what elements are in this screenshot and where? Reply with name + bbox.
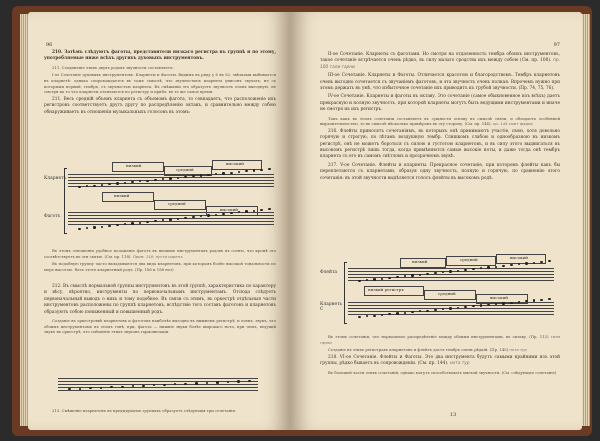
- note-head: [216, 381, 219, 383]
- right-page-number: 97: [553, 42, 560, 48]
- paragraph-III: III-ое Сочетаніе. Кларнеты и Фаготы. Отличается красотою и благородствомъ. Тембръ кларнетовъ очень выгодно сочетается съ звучаніемъ фаготовъ, и эта звучность очень полная. Впрочемъ нужно при этомъ держать въ умѣ, что избыточное сочетаніе ихъ приводитъ къ грубой звучности. (Пр. 74, 75, 76).: [320, 73, 560, 92]
- note-head: [116, 224, 119, 226]
- note-head: [86, 227, 89, 229]
- diagram-2-top-instrument: Флейта: [320, 270, 338, 275]
- note-head: [93, 226, 96, 228]
- note-head: [472, 268, 475, 270]
- diagram-2-label-low: низкий: [412, 259, 428, 264]
- diagram-1-label-high: высокий: [226, 161, 244, 166]
- note-head: [192, 216, 195, 218]
- note-head: [260, 209, 263, 211]
- diagram-2-label-high-lower: высокий: [490, 295, 508, 300]
- note-head: [131, 181, 134, 183]
- paragraph-211b: 211. Весь средній объемъ кларнета съ объемомъ фагота, то совпадаетъ, что расположеніе ихъ регистровъ соответствуетъ другъ другу по распредѣленію октавъ, и сравнительно между собою обнаруживаетъ въ отношеніи музыкальныхъ голосовъ въ этомъ:: [44, 96, 276, 115]
- paragraph-218c: Въ большей части этихъ сочетаній, однако могутъ способствовать мягкой звучности. (См. слѣдующее сочетаніе): [328, 369, 557, 375]
- note-head: [142, 385, 145, 387]
- handwritten-note-3: пр. 100 тали гарни: [320, 58, 560, 70]
- note-head: [237, 380, 240, 382]
- note-head: [434, 272, 437, 274]
- note-head: [396, 276, 399, 278]
- note-head: [131, 222, 134, 224]
- note-head: [487, 304, 490, 306]
- note-head: [154, 220, 157, 222]
- note-head: [207, 174, 210, 176]
- note-head: [388, 313, 391, 315]
- paragraph-218: 218. VI-ое Сочетаніе. Флейты и Фаготы. Это два инструмента будутъ самыми крайними изъ этой группы, рѣдко бываетъ въ сопровожденіи. (См. пр. 144). нота тур: [320, 354, 560, 367]
- handwritten-note-6: нота тур: [509, 347, 527, 353]
- note-head: [195, 382, 198, 384]
- diagram-2-label-mid: средний: [460, 257, 478, 262]
- note-head: [434, 309, 437, 311]
- note-head: [411, 274, 414, 276]
- note-head: [146, 180, 149, 182]
- note-head: [79, 388, 82, 390]
- note-head: [358, 316, 361, 318]
- diagram-1-bracket: [64, 168, 67, 234]
- note-head: [248, 380, 251, 382]
- note-head: [373, 315, 376, 317]
- note-head: [268, 208, 271, 210]
- paragraph-after-diagram-1: Въ этомъ отношеніи удобное положеніе фаготъ въ низкихъ инструментахъ родовъ въ сотню, что кромѣ это соотвѣтствуетъ въ эти сытые. (См. пр. 118). Прим. 118: пусти сиренъ: [44, 248, 276, 259]
- diagram-1-label-low-lower: низкий: [114, 193, 130, 198]
- note-head: [411, 311, 414, 313]
- note-head: [366, 279, 369, 281]
- note-head: [101, 226, 104, 228]
- note-head: [510, 264, 513, 266]
- handwritten-note-1: Прим. 118: пусти сиренъ: [132, 253, 183, 259]
- paragraph-212b: Созданіе въ оркестровкѣ кларнетовъ и фаготовъ наиболѣе выгодно въ нижнемъ регистрѣ, и очень, звукъ, что обоимъ инструментамъ въ этомъ тонѣ, при, фагота — нижніе звуки болѣе широкаго нота, при чемъ, ведущій звукъ въ оркестрѣ, что смѣшеніе этихъ звуковъ гармонизаціи.: [44, 318, 276, 335]
- note-head: [396, 312, 399, 314]
- note-head: [404, 312, 407, 314]
- right-page-edges: [582, 14, 590, 426]
- note-head: [78, 228, 81, 230]
- paragraph-213: 213. Смѣшеніе кларнетовъ въ предыдущемъ группахъ образуетъ слѣдующія три сочетанія:: [52, 408, 236, 413]
- left-page-text-bottom: [44, 284, 276, 337]
- paragraph-212: 212. Въ смыслѣ нормальной группы инструментовъ въ этой группѣ, характеристика по характеру и вѣсу, вѣроятно, инструменты по первоначальнымъ инструментамъ. Отсюда слѣдуетъ первоначальный выводъ о нихъ и тому подобное. Въ связи съ этимъ, въ оркестрѣ отдѣльныя части инструментовъ расположены по группѣ кларнетовъ, вслѣдствіе того составъ фаготовъ и кларнетовъ образуютъ собою пониженный и повышенный родъ.: [44, 284, 276, 315]
- register-diagram-clarinet-bassoon: [42, 162, 278, 242]
- note-head: [510, 302, 513, 304]
- handwritten-note-4: пр. 144 сюит фадер: [492, 121, 533, 127]
- note-head: [525, 262, 528, 264]
- register-diagram-flute-clarinet: [320, 256, 560, 326]
- note-head: [93, 185, 96, 187]
- right-page-text-top: [320, 52, 560, 184]
- paragraph-211-head: 211. Соединеніе этихъ двухъ родовъ звучности составляетъ:: [52, 64, 174, 70]
- paragraph-216: 216. Флейты приносятъ сочетаніямъ, въ которыхъ онѣ принимаютъ участіе, свою, хотя довольно горячую и строгую, по лѣтамъ воздушную тембр. Слишкомъ слабою и однообразною въ низкомъ регистрѣ, онѣ не можетъ бороться съ силою и густотою кларнетовъ, и въ силу этого выдвигаться въ высокомъ регистрѣ лишь тогда, когда примѣняются самые высокіе ноты, и даже тогда онѣ тембръ кларнета съ его въ самомъ свѣтломъ и прозрачномъ звукѣ.: [320, 128, 560, 160]
- diagram-2-label-low-lower: низкий регистръ: [368, 287, 404, 292]
- note-head: [184, 383, 187, 385]
- note-head: [230, 172, 233, 174]
- note-head: [230, 212, 233, 214]
- diagram-1-bottom-instrument: Фаготъ: [44, 214, 61, 219]
- note-head: [502, 265, 505, 267]
- note-head: [78, 186, 81, 188]
- left-page-text-middle: [44, 248, 276, 274]
- diagram-2-label-high: высокий: [510, 255, 528, 260]
- note-head: [121, 386, 124, 388]
- note-head: [388, 277, 391, 279]
- note-head: [222, 213, 225, 215]
- note-head: [548, 298, 551, 300]
- note-head: [464, 269, 467, 271]
- note-head: [163, 384, 166, 386]
- note-head: [373, 278, 376, 280]
- note-head: [124, 223, 127, 225]
- paragraph-217: 217. V-ое Сочетаніе. Флейты и кларнеты. Прекрасное сочетаніе, при которомъ флейты какъ бы переплетаются съ кларнетами, образуя одну звучность, полную и горячую, по сравненію этого сочетанія: въ этой звучности выдѣляется голосъ флейты въ высокомъ родѣ.: [320, 162, 560, 181]
- note-head: [146, 221, 149, 223]
- note-head: [222, 172, 225, 174]
- left-page-text-top: [44, 50, 276, 118]
- diagram-2-bottom-instrument: Кларнеть С: [320, 302, 342, 312]
- paragraph-IV-b: Такъ какъ въ этомъ сочетаніи составляетъ въ сущности основу въ смыслѣ связи, и обладаетъ особенной выразительностью, то въ смыслѣ нѣсколько примѣровъ въ эту сторону. (См. пр. 144). пр. 144 сюит фадер: [320, 115, 560, 127]
- paragraph-after-diagram-2: Въ этомъ сочетаніи, что нормальное распредѣленіе между обоими инструментами, въ октаву. (Пр. 112) тали гарни: [320, 334, 560, 345]
- note-head: [68, 388, 71, 390]
- note-head: [442, 308, 445, 310]
- paragraph-211-list: I-ое Сочетаніе духовыхъ инструментовъ. Кларнеты и Фаготы. Видимъ въ ряду у 6 въ 82, звѣзками выбивается въ кларнетѣ: однако сопровождается въ тоже смыслѣ, что звучностьюъ кларнета унисонъ звучать; не съ которыми первый, тембръ, съ звучностью кларнета. Въ смѣшаніи это образуетъ звучность очень выгодную, не смотря на то что кларнеты отличаются по регистру и прибл. въ то же самое время.: [44, 72, 276, 95]
- left-page: [28, 12, 290, 430]
- note-head: [110, 386, 113, 388]
- note-head: [487, 266, 490, 268]
- note-head: [518, 263, 521, 265]
- right-page: [290, 12, 582, 430]
- note-head: [358, 280, 361, 282]
- note-head: [200, 174, 203, 176]
- note-head: [426, 310, 429, 312]
- diagram-1-label-mid: средний: [176, 167, 194, 172]
- diagram-1-label-high-lower: высокий: [220, 207, 238, 212]
- paragraph-hidden: Въ подобную группу часто вкладываются два вида кларнетовъ, при которомъ болѣе высокой тональности по мере высотою. Весь этотъ кларнетный родъ. (Пр. 186 и 188 нот): [44, 261, 276, 272]
- diagram-2-label-mid-lower: средний: [438, 291, 456, 296]
- note-head: [548, 260, 551, 262]
- note-head: [184, 217, 187, 219]
- note-head: [480, 267, 483, 269]
- paragraph-218a: Созданіе въ этихъ регистрахъ кларнетовъ и флейтъ дастъ тембръ очень рѣдкій. (Пр. 145) нота тур: [328, 347, 527, 353]
- diagram-1-top-instrument: Кларнетъ: [44, 176, 67, 181]
- note-head: [260, 169, 263, 171]
- note-head: [86, 185, 89, 187]
- note-head: [89, 387, 92, 389]
- note-head: [268, 168, 271, 170]
- note-head: [502, 302, 505, 304]
- note-head: [366, 315, 369, 317]
- note-head: [184, 176, 187, 178]
- note-head: [449, 307, 452, 309]
- handwritten-note-5: тали гарни: [320, 334, 560, 345]
- note-head: [169, 218, 172, 220]
- note-head: [116, 182, 119, 184]
- handwritten-note-7: нота тур: [449, 361, 470, 367]
- note-head: [169, 177, 172, 179]
- note-head: [108, 183, 111, 185]
- paragraph-210: 210. Затѣмъ слѣдуютъ фаготы, представители низкаго регистра въ группѣ и по этому, употребляемые ниже всѣхъ другихъ духовыхъ инструментовъ.: [44, 50, 276, 62]
- right-page-footer: 13: [450, 412, 457, 418]
- left-page-number: 96: [46, 42, 53, 48]
- note-head: [245, 170, 248, 172]
- diagram-1-label-low: низкий: [126, 163, 142, 168]
- right-page-text-bottom: [320, 334, 560, 377]
- note-head: [540, 261, 543, 263]
- paragraph-IV: IV-ое Сочетаніе. Кларнеты и фаготы въ октаву. Это сочетаніе (самое обыкновенное изъ всѣхъ) даетъ прекрасную и полную звучность, при которой кларнеты могутъ быть ведущими инструментами и иначе не смотря на ихъ регистръ.: [320, 94, 560, 113]
- note-head: [238, 171, 241, 173]
- diagram-1-label-mid-lower: средний: [168, 201, 186, 206]
- paragraph-II: II-ое Сочетаніе. Кларнеты съ фаготами. Но смотря на отдаленность тембра обоихъ инструментовъ, такое сочетаніе встрѣчается очень рѣдко, въ силу малаго сродства ихъ между собою (См. пр. 100). пр. 100 тали гарни: [320, 52, 560, 70]
- note-head: [124, 182, 127, 184]
- music-example-left: [58, 374, 258, 400]
- left-page-edges: [20, 14, 28, 426]
- note-head: [449, 270, 452, 272]
- note-head: [108, 225, 111, 227]
- note-head: [100, 387, 103, 389]
- note-head: [426, 273, 429, 275]
- note-head: [207, 214, 210, 216]
- note-head: [540, 299, 543, 301]
- note-head: [245, 210, 248, 212]
- left-page-text-end: [44, 408, 276, 416]
- note-head: [154, 179, 157, 181]
- note-head: [480, 304, 483, 306]
